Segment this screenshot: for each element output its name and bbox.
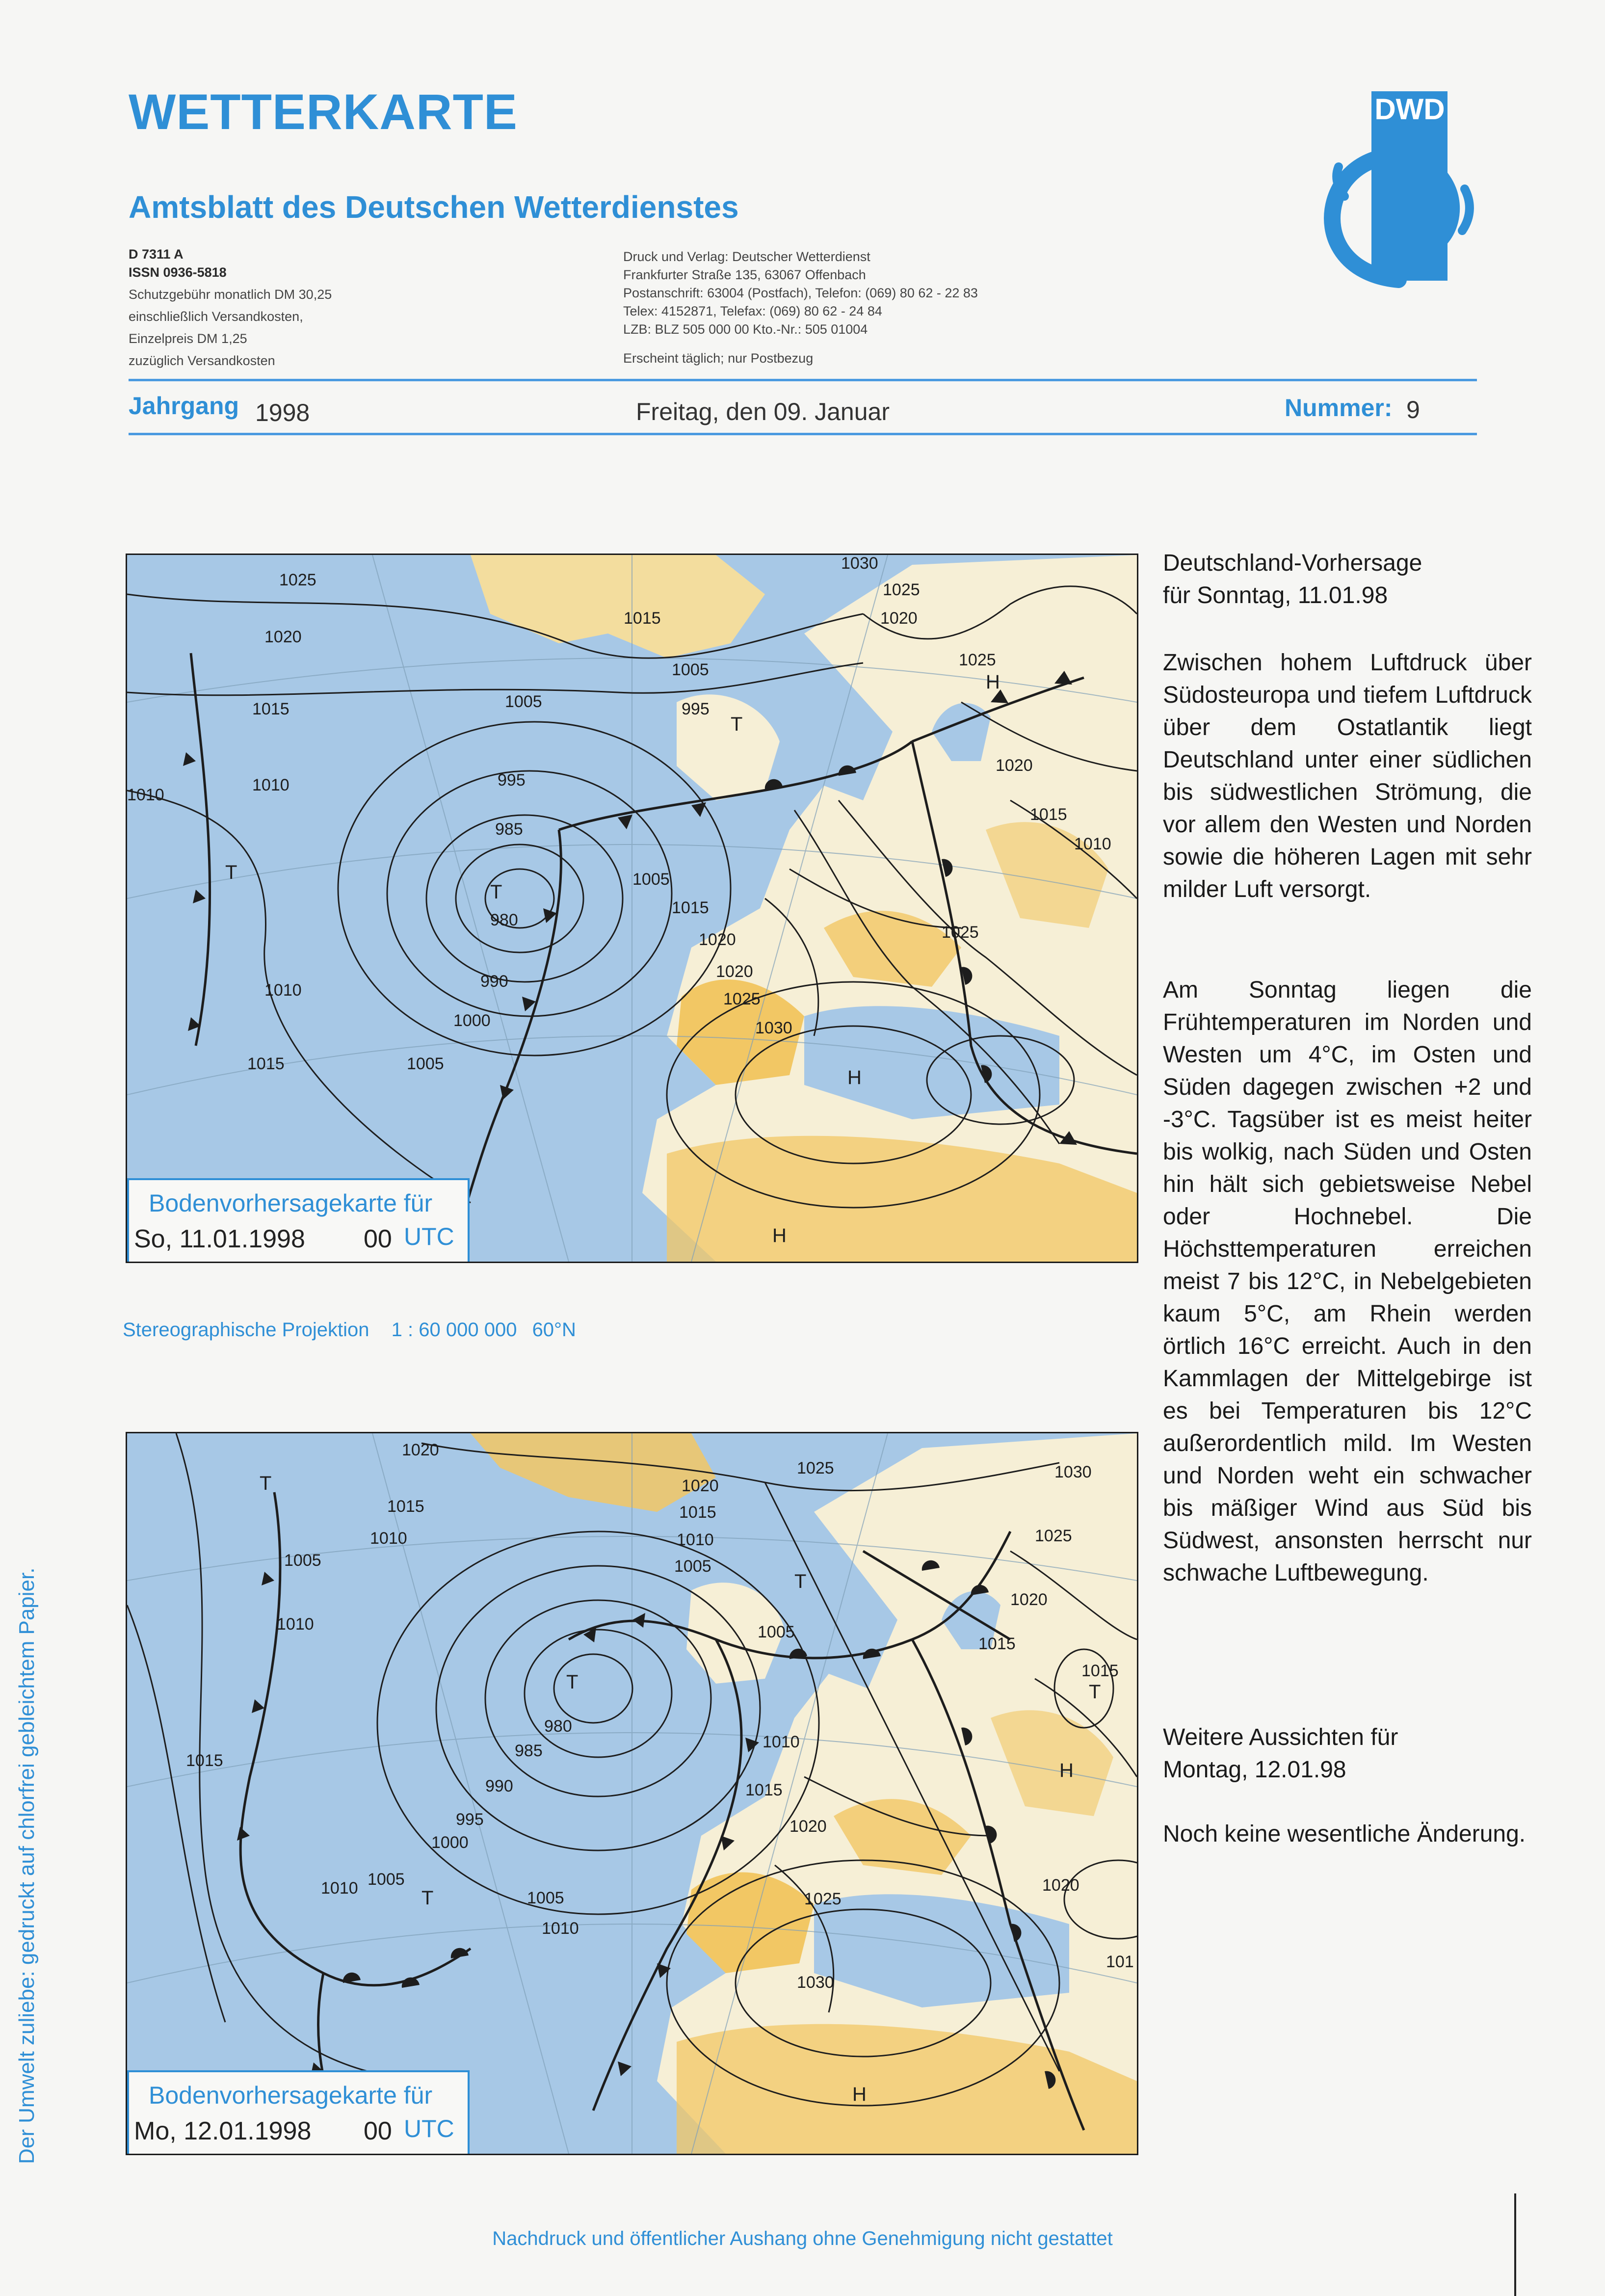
isobar-label: 1000	[453, 1011, 491, 1030]
reprint-notice: Nachdruck und öffentlicher Aushang ohne Genehmigung nicht gestattet	[492, 2228, 1113, 2249]
isobar-label: 1005	[632, 870, 670, 889]
issue-date: Freitag, den 09. Januar	[636, 398, 890, 425]
high-pressure-symbol: H	[986, 671, 1000, 693]
number-label: Nummer:	[1285, 394, 1393, 422]
isobar-label: 1030	[797, 1973, 834, 1992]
high-pressure-symbol: H	[772, 1225, 787, 1246]
map-caption-title: Bodenvorhersagekarte für	[149, 2082, 433, 2109]
isobar-label: 1010	[277, 1615, 314, 1634]
publication-subtitle: Amtsblatt des Deutschen Wetterdienstes	[129, 189, 739, 225]
isobar-label: 1020	[1042, 1876, 1079, 1895]
isobar-label: 1025	[883, 581, 920, 599]
publisher-line: Telex: 4152871, Telefax: (069) 80 62 - 24 84	[623, 304, 882, 318]
isobar-label: 1000	[431, 1833, 469, 1852]
low-pressure-symbol: T	[490, 881, 502, 903]
isobar-label: 1015	[672, 898, 709, 917]
publication-code: D 7311 A	[129, 247, 184, 262]
publisher-block	[623, 248, 978, 368]
map-caption-sunday	[127, 1178, 470, 1263]
low-pressure-symbol: T	[260, 1473, 272, 1494]
forecast-paragraph-synoptic: Zwischen hohem Luftdruck über Südosteuropa und tiefem Luftdruck über dem Ostatlantik liegt Deutschland unter einer südlichen bis südwestlichen Strömung, die vor allem den Westen und Norden sowie die höheren Lagen mit sehr milder Luft versorgt.	[1163, 650, 1532, 902]
isobar-label: 1020	[402, 1441, 439, 1459]
isobar-label: 995	[498, 771, 526, 790]
isobar-label: 1010	[370, 1529, 407, 1548]
isobar-label: 1020	[880, 609, 918, 628]
dwd-spiral-icon	[1315, 128, 1482, 290]
isobar-label: 1010	[763, 1733, 800, 1751]
greenland-land	[471, 1433, 716, 1512]
isobar-label: 1005	[527, 1889, 564, 1907]
map-caption-utc: UTC	[404, 1223, 454, 1250]
isobar-label: 1020	[699, 930, 736, 949]
high-pressure-symbol: H	[1059, 1760, 1074, 1781]
isobar-label: 1010	[264, 981, 302, 1000]
map-caption-utc: UTC	[404, 2115, 454, 2142]
fee-line: zuzüglich Versandkosten	[129, 353, 275, 368]
isobar-label: 1020	[264, 628, 302, 646]
isobar-label: 1010	[252, 776, 289, 794]
isobar-label: 1005	[505, 692, 542, 711]
forecast-heading-line2: für Sonntag, 11.01.98	[1163, 582, 1388, 608]
forecast-map-monday	[126, 1432, 1138, 2155]
forecast-map-sunday	[126, 554, 1138, 1263]
isobar-label: 1020	[996, 756, 1033, 775]
isobar-label: 1015	[387, 1497, 424, 1516]
isobar-label: 1005	[284, 1551, 321, 1570]
low-pressure-symbol: T	[421, 1887, 434, 1909]
isobar-label: 1015	[745, 1781, 783, 1799]
publication-frequency: Erscheint täglich; nur Postbezug	[623, 351, 814, 366]
isobar-label: 1025	[279, 571, 316, 589]
isobar-label: 995	[682, 700, 710, 718]
isobar-label: 980	[544, 1717, 572, 1736]
isobar-label: 1005	[758, 1623, 795, 1641]
isobar-label: 990	[485, 1777, 513, 1795]
isobar-label: 1015	[186, 1751, 223, 1770]
map-caption-title: Bodenvorhersagekarte für	[149, 1189, 433, 1217]
subscription-block	[129, 245, 332, 370]
isobar-label: 1025	[959, 651, 996, 669]
header-rule-bottom	[129, 433, 1477, 435]
map-caption-monday	[127, 2070, 470, 2155]
isobar-label: 1015	[1030, 805, 1067, 824]
low-pressure-symbol: T	[1089, 1681, 1101, 1703]
projection-label: Stereographische Projektion	[123, 1319, 369, 1341]
high-pressure-symbol: H	[852, 2084, 867, 2105]
isobar-label: 1020	[682, 1477, 719, 1495]
isobar-label: 985	[495, 820, 523, 839]
outlook-heading	[1163, 1721, 1532, 1786]
edge-mark	[1514, 2193, 1516, 2296]
isobar-label: 1015	[624, 609, 661, 628]
map-caption-date: So, 11.01.1998	[134, 1225, 305, 1253]
isobar-label: 1015	[978, 1635, 1016, 1653]
projection-latitude: 60°N	[532, 1319, 576, 1341]
forecast-paragraph-details: Am Sonntag liegen die Frühtemperaturen im Norden und Westen um 4°C, im Osten und Süden dagegen zwischen +2 und -3°C. Tagsüber ist es meist heiter bis wolkig, nach Süden und Osten hin hält sich gebietsweise Nebel oder Hochnebel. Die Höchsttemperaturen erreichen meist 7 bis 12°C, in Nebelgebieten kaum 5°C, am Rhein werden örtlich 16°C erreicht. Auch in den Kammlagen der Mittelgebirge ist es bei Temperaturen bis 12°C außerordentlich mild. Im Westen und Norden weht ein schwacher bis mäßiger Wind aus Süd bis Südwest, ansonsten herrscht nur schwache Luftbewegung.	[1163, 977, 1532, 1586]
map-caption-time: 00	[364, 1225, 392, 1253]
isobar-label: 990	[480, 972, 508, 991]
isobar-label: 985	[515, 1742, 543, 1760]
isobar-label: 1025	[797, 1459, 834, 1478]
isobar-label: 1005	[407, 1055, 444, 1073]
dwd-logo-text: DWD	[1374, 93, 1445, 126]
isobar-label: 1015	[247, 1055, 285, 1073]
isobar-label: 1010	[127, 786, 164, 804]
map-caption-time: 00	[364, 2117, 392, 2145]
projection-note	[123, 1319, 576, 1341]
isobar-label: 1015	[1081, 1662, 1119, 1680]
number-value: 9	[1406, 396, 1420, 423]
greenland-land	[471, 555, 765, 658]
map-caption-date: Mo, 12.01.1998	[134, 2117, 312, 2145]
header-rule-top	[129, 379, 1477, 381]
projection-scale: 1 : 60 000 000	[391, 1319, 517, 1341]
publication-title: WETTERKARTE	[129, 84, 518, 140]
isobar-label: 1015	[679, 1503, 716, 1522]
isobar-label: 1025	[804, 1890, 842, 1908]
isobar-label: 1010	[677, 1531, 714, 1549]
publisher-line: Postanschrift: 63004 (Postfach), Telefon: (069) 80 62 - 22 83	[623, 286, 978, 300]
publisher-line: LZB: BLZ 505 000 00 Kto.-Nr.: 505 01004	[623, 322, 868, 337]
isobar-label: 1020	[789, 1817, 827, 1836]
isobar-label: 980	[490, 911, 518, 929]
publisher-line: Frankfurter Straße 135, 63067 Offenbach	[623, 267, 866, 282]
forecast-heading-line1: Deutschland-Vorhersage	[1163, 550, 1422, 576]
low-pressure-symbol: T	[566, 1671, 579, 1693]
isobar-label: 1020	[1010, 1590, 1048, 1609]
isobar-label: 1010	[542, 1919, 579, 1938]
isobar-label: 1030	[755, 1019, 792, 1037]
isobar-label: 1025	[723, 990, 761, 1008]
isobar-label: 1005	[674, 1557, 711, 1576]
fee-line: Einzelpreis DM 1,25	[129, 331, 247, 346]
isobar-label: 1005	[368, 1870, 405, 1889]
low-pressure-symbol: T	[794, 1571, 807, 1592]
outlook-heading-line2: Montag, 12.01.98	[1163, 1757, 1346, 1783]
low-pressure-symbol: T	[225, 862, 237, 883]
isobar-label: 1025	[942, 923, 979, 942]
fee-line: Schutzgebühr monatlich DM 30,25	[129, 287, 332, 302]
fee-line: einschließlich Versandkosten,	[129, 309, 303, 324]
low-pressure-symbol: T	[731, 713, 743, 735]
isobar-label: 1030	[841, 555, 878, 573]
isobar-label: 1010	[321, 1879, 358, 1898]
publisher-line: Druck und Verlag: Deutscher Wetterdienst	[623, 249, 870, 264]
outlook-text: Noch keine wesentliche Änderung.	[1163, 1821, 1526, 1847]
isobar-label: 995	[456, 1810, 484, 1829]
isobar-label: 1030	[1054, 1463, 1092, 1481]
isobar-label: 1005	[672, 660, 709, 679]
environment-note: Der Umwelt zuliebe: gedruckt auf chlorfrei gebleichtem Papier.	[15, 1567, 39, 2164]
isobar-label: 1010	[1074, 835, 1111, 853]
isobar-label: 101	[1106, 1953, 1134, 1971]
issn: ISSN 0936-5818	[129, 265, 227, 280]
isobar-label: 1025	[1035, 1527, 1072, 1545]
year-label: Jahrgang	[129, 392, 239, 420]
isobar-label: 1020	[716, 962, 753, 981]
year-value: 1998	[255, 399, 310, 426]
outlook-heading-line1: Weitere Aussichten für	[1163, 1724, 1398, 1750]
isobar-label: 1015	[252, 700, 289, 718]
forecast-heading	[1163, 547, 1532, 612]
high-pressure-symbol: H	[847, 1067, 862, 1088]
